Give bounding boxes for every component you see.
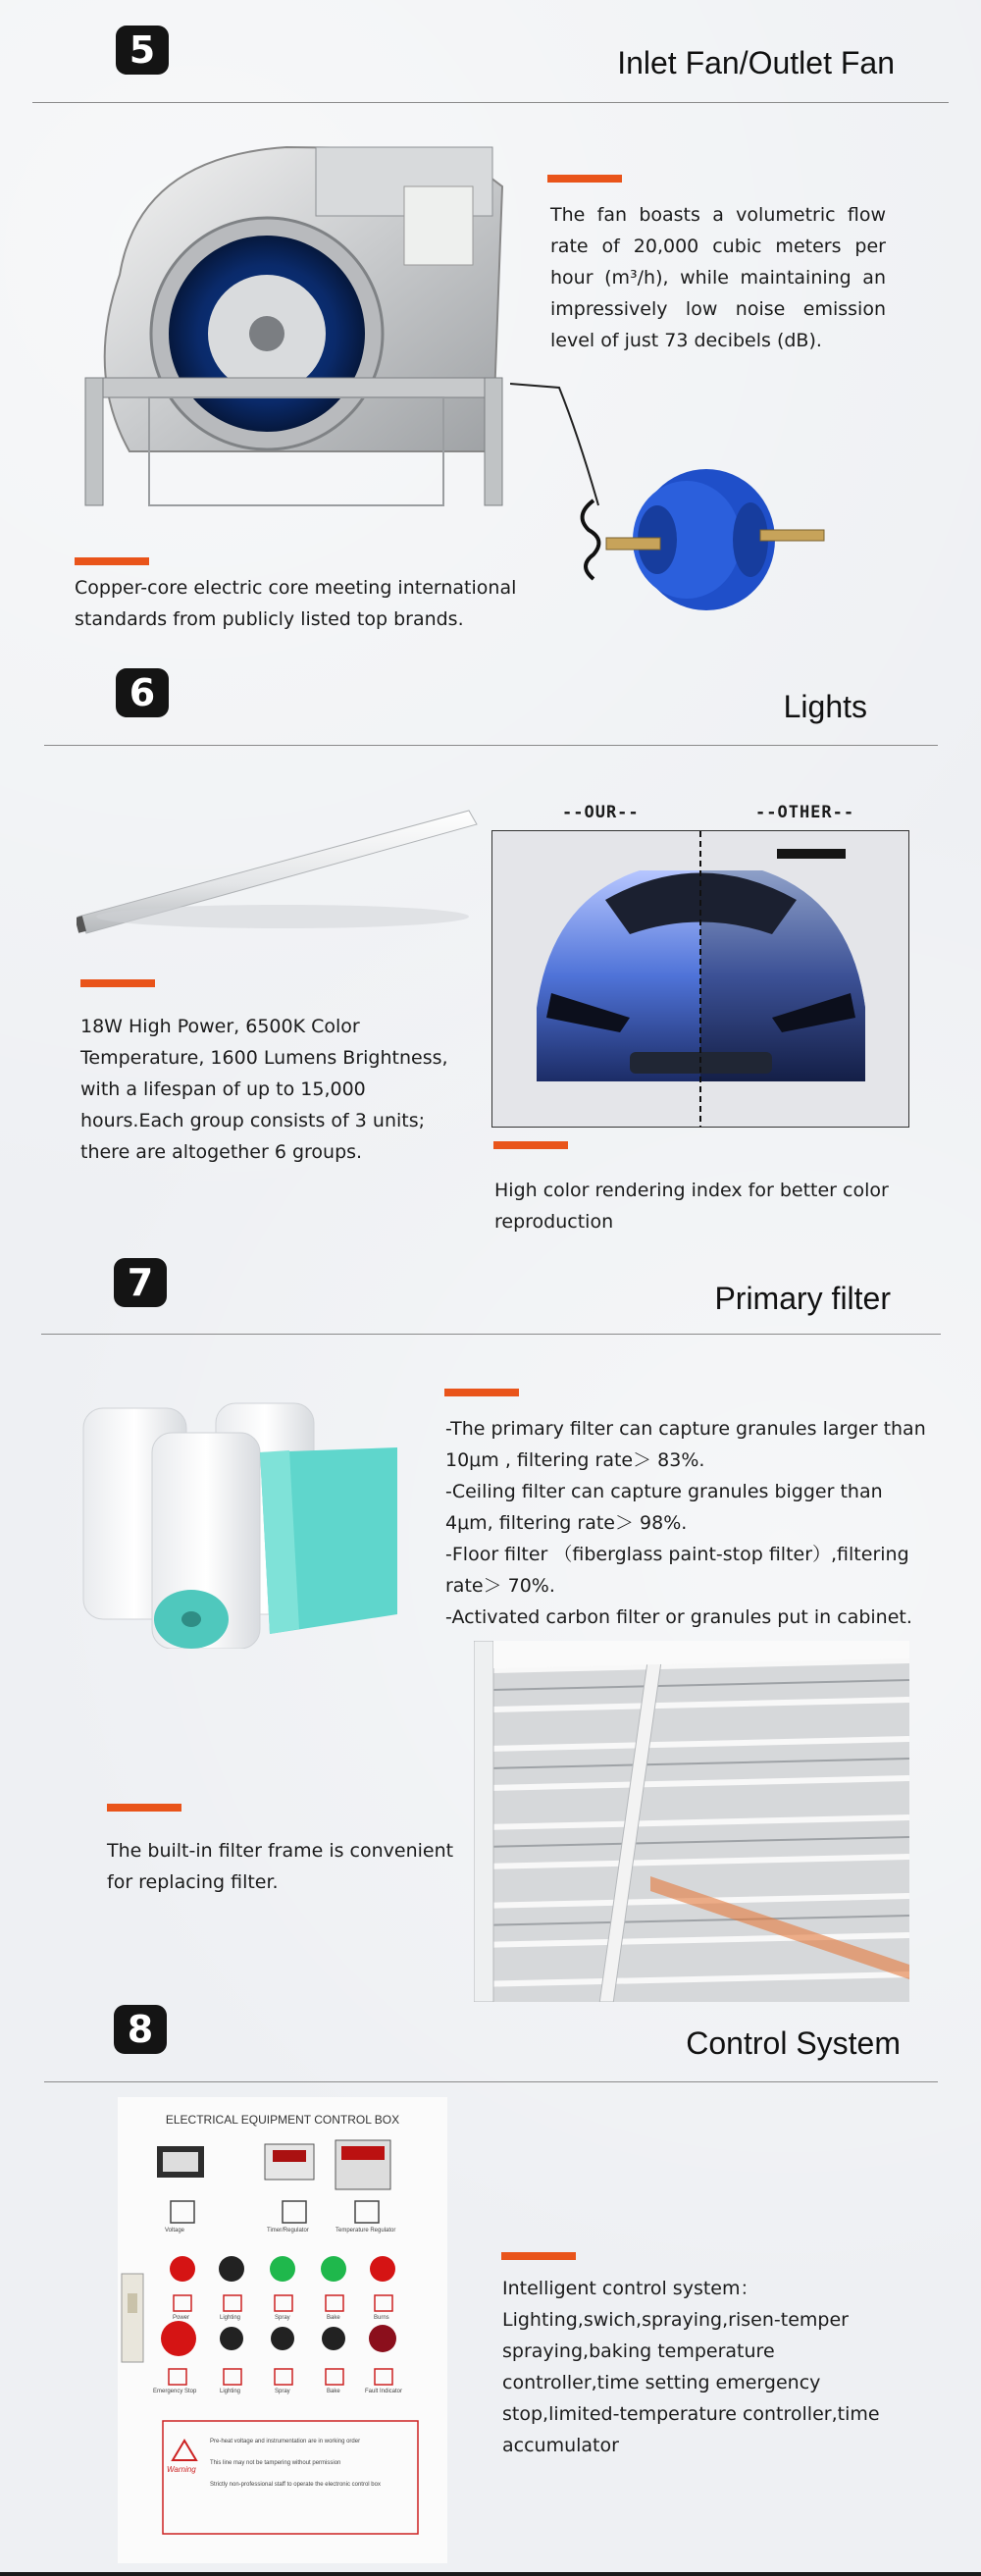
accent-bar <box>75 557 149 565</box>
filter-rolls-photo <box>78 1393 402 1649</box>
filter-spec-line: -The primary filter can capture granules larger than 10μm , filtering rate＞ 83%. <box>445 1418 926 1471</box>
filter-spec-line: -Floor filter （fiberglass paint-stop filter）,filtering rate＞ 70%. <box>445 1544 909 1597</box>
accent-bar <box>80 979 155 987</box>
fan-photo <box>80 128 512 510</box>
filter-frame-photo <box>474 1641 909 2002</box>
accent-bar <box>547 175 622 183</box>
accent-bar <box>493 1141 568 1149</box>
section-title: Inlet Fan/Outlet Fan <box>617 45 895 80</box>
filter-spec-line: -Ceiling filter can capture granules bigger than 4μm, filtering rate＞ 98%. <box>445 1481 883 1534</box>
meter-label: Temperature Regulator <box>336 2228 396 2234</box>
control-label: Spray <box>275 2315 290 2321</box>
section-number-badge: 7 <box>114 1258 167 1307</box>
control-label: Lighting <box>220 2389 241 2394</box>
accent-bar <box>107 1804 181 1812</box>
meter-label: Timer/Regulator <box>267 2228 309 2234</box>
section-divider <box>32 102 949 103</box>
color-rendering-description: High color rendering index for better color reproduction <box>494 1180 889 1233</box>
section-title: Control System <box>686 2025 901 2061</box>
warning-line: Strictly non-professional staff to operate the electronic control box <box>210 2482 381 2488</box>
section-divider <box>41 1334 941 1335</box>
section-title: Lights <box>783 689 867 724</box>
warning-line: This line may not be tampering without permission <box>210 2460 341 2466</box>
fan-description: The fan boasts a volumetric flow rate of 20,000 cubic meters per hour (m³/h), while maintaining an impressively low noise emission level of just 73 decibels (dB). <box>550 204 886 351</box>
filter-spec-line: -Activated carbon filter or granules put in cabinet. <box>445 1606 912 1628</box>
control-label: Emergency Stop <box>153 2389 197 2394</box>
accent-bar <box>501 2252 576 2260</box>
control-description <box>502 2273 895 2461</box>
filter-spec-list <box>445 1413 926 1633</box>
compare-label-our: --OUR-- <box>562 803 640 822</box>
control-label: Lighting <box>220 2315 241 2321</box>
control-label: Fault Indicator <box>365 2389 403 2394</box>
bottom-edge-line <box>0 2572 981 2576</box>
filter-frame-description: The built-in filter frame is convenient for replacing filter. <box>107 1840 454 1893</box>
section-number-badge: 5 <box>116 26 169 75</box>
accent-bar <box>444 1389 519 1396</box>
control-label: Power <box>173 2315 190 2321</box>
section-title: Primary filter <box>714 1281 891 1316</box>
control-body: Lighting,swich,spraying,risen-temper spraying,baking temperature controller,time setting emergency stop,limited-temperature controller,time accumulator <box>502 2309 880 2456</box>
section-number-badge: 6 <box>116 668 169 717</box>
control-label: Bake <box>327 2389 340 2394</box>
meter-label: Voltage <box>165 2228 185 2234</box>
section-divider <box>44 2081 938 2082</box>
led-tube-photo <box>77 801 479 948</box>
control-box-photo <box>118 2097 447 2563</box>
lights-description: 18W High Power, 6500K Color Temperature, 1600 Lumens Brightness, with a lifespan of up to 15,000 hours.Each group consists of 3 units; there are altogether 6 groups. <box>80 1016 448 1163</box>
compare-label-other: --OTHER-- <box>755 803 855 822</box>
section-number-badge: 8 <box>114 2005 167 2054</box>
control-label: Bake <box>327 2315 340 2321</box>
motor-description: Copper-core electric core meeting international standards from publicly listed top brands. <box>75 577 517 630</box>
control-label: Spray <box>275 2389 290 2394</box>
car-comparison-photo <box>491 830 909 1128</box>
section-divider <box>44 745 938 746</box>
control-label: Burns <box>374 2315 389 2321</box>
warning-line: Pre-heat voltage and instrumentation are in working order <box>210 2439 361 2445</box>
warning-label: Warning <box>167 2465 196 2474</box>
control-box-title: ELECTRICAL EQUIPMENT CONTROL BOX <box>165 2113 400 2127</box>
control-heading: Intelligent control system： <box>502 2278 759 2299</box>
